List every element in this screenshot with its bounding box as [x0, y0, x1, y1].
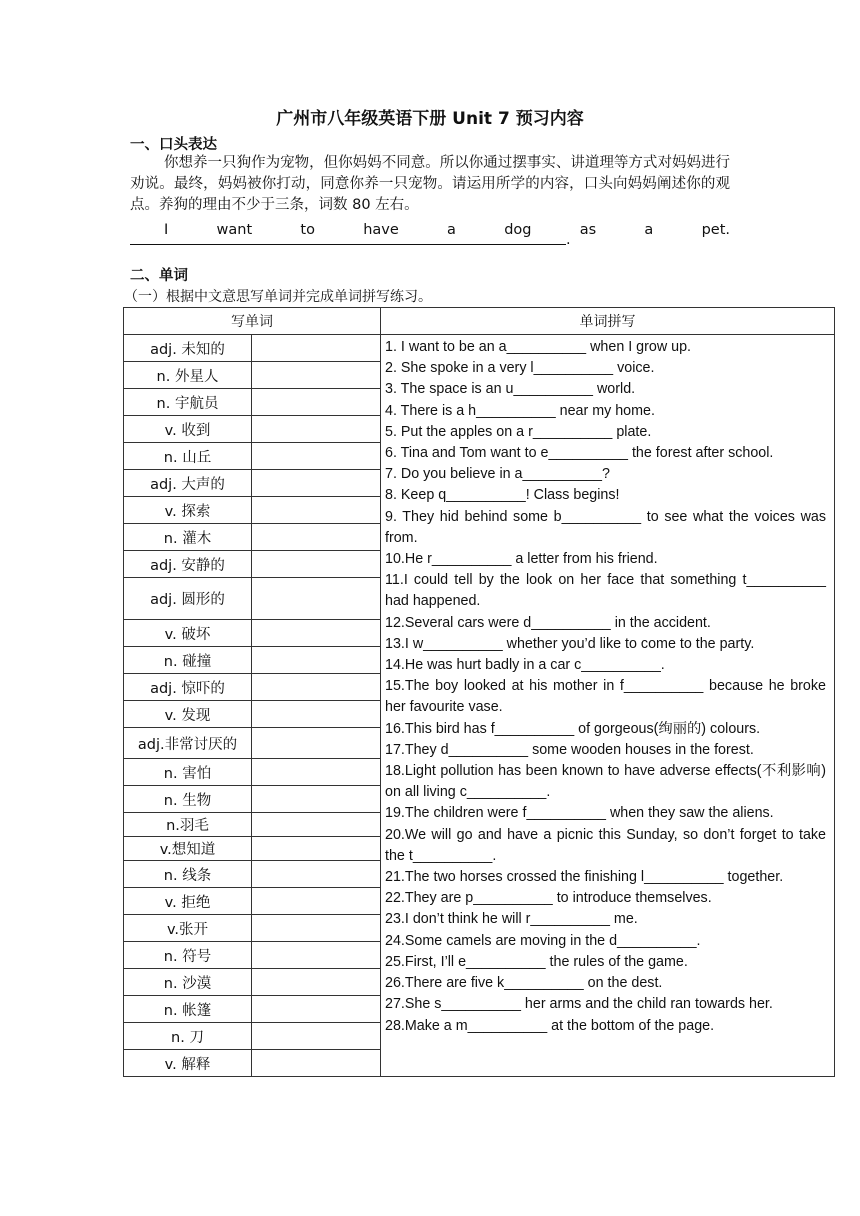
starter-word: I: [164, 222, 169, 238]
spelling-item: 12.Several cars were d__________ in the accident.: [385, 614, 711, 631]
write-word-cell[interactable]: [252, 759, 381, 786]
page-title: 广州市八年级英语下册 Unit 7 预习内容: [276, 109, 584, 129]
write-word-cell[interactable]: [252, 647, 381, 674]
spelling-item: 27.She s__________ her arms and the child ran towards her.: [385, 996, 773, 1013]
chinese-meaning: v. 破坏: [124, 620, 252, 647]
chinese-meaning: v.张开: [124, 915, 252, 942]
write-word-cell[interactable]: [252, 701, 381, 728]
spelling-item: 9. They hid behind some b__________ to see what the voices was from.: [385, 508, 826, 546]
spelling-item: 15.The boy looked at his mother in f__________ because he broke her favourite vase.: [385, 678, 826, 716]
spelling-item: 2. She spoke in a very l__________ voice.: [385, 360, 655, 377]
spelling-item: 11.I could tell by the look on her face that something t__________ had happened.: [385, 572, 826, 610]
spelling-item: 24.Some camels are moving in the d__________.: [385, 932, 701, 949]
spelling-item: 10.He r__________ a letter from his friend.: [385, 551, 658, 568]
chinese-meaning: n. 帐篷: [124, 996, 252, 1023]
chinese-meaning: n. 害怕: [124, 759, 252, 786]
column-header-spell: 单词拼写: [381, 308, 835, 335]
write-word-cell[interactable]: [252, 335, 381, 362]
chinese-meaning: n. 沙漠: [124, 969, 252, 996]
chinese-meaning: v. 收到: [124, 416, 252, 443]
chinese-meaning: v. 解释: [124, 1050, 252, 1077]
spelling-item: 20.We will go and have a picnic this Sunday, so don’t forget to take the t__________.: [385, 826, 826, 864]
chinese-meaning: adj. 安静的: [124, 551, 252, 578]
starter-word: a: [447, 222, 456, 238]
write-word-cell[interactable]: [252, 915, 381, 942]
chinese-meaning: adj. 大声的: [124, 470, 252, 497]
write-word-cell[interactable]: [252, 942, 381, 969]
starter-word: a: [644, 222, 654, 238]
starter-word: as: [579, 222, 597, 238]
spelling-item: 14.He was hurt badly in a car c__________.: [385, 657, 665, 674]
starter-word: have: [363, 222, 399, 238]
chinese-meaning: adj. 未知的: [124, 335, 252, 362]
chinese-meaning: n. 外星人: [124, 362, 252, 389]
spelling-item: 19.The children were f__________ when they saw the aliens.: [385, 805, 774, 822]
chinese-meaning: n. 碰撞: [124, 647, 252, 674]
write-word-cell[interactable]: [252, 1050, 381, 1077]
chinese-meaning: adj. 圆形的: [124, 578, 252, 620]
spelling-item: 6. Tina and Tom want to e__________ the forest after school.: [385, 445, 774, 462]
column-header-write: 写单词: [124, 308, 381, 335]
chinese-meaning: n. 生物: [124, 786, 252, 813]
write-word-cell[interactable]: [252, 813, 381, 837]
spelling-item: 17.They d__________ some wooden houses in the forest.: [385, 741, 754, 758]
spelling-item: 28.Make a m__________ at the bottom of the page.: [385, 1017, 715, 1034]
chinese-meaning: n. 宇航员: [124, 389, 252, 416]
spelling-item: 4. There is a h__________ near my home.: [385, 402, 655, 419]
speaking-instructions: [130, 153, 730, 216]
starter-word: pet.: [701, 222, 730, 238]
chinese-meaning: v. 探索: [124, 497, 252, 524]
chinese-meaning: n. 线条: [124, 861, 252, 888]
chinese-meaning: n.羽毛: [124, 813, 252, 837]
write-word-cell[interactable]: [252, 888, 381, 915]
write-word-cell[interactable]: [252, 837, 381, 861]
spelling-item: 23.I don’t think he will r__________ me.: [385, 911, 638, 928]
write-word-cell[interactable]: [252, 524, 381, 551]
write-word-cell[interactable]: [252, 578, 381, 620]
starter-sentence: [130, 222, 730, 238]
spelling-item: 16.This bird has f__________ of gorgeous(绚丽的) colours.: [385, 720, 761, 737]
write-word-cell[interactable]: [252, 969, 381, 996]
spelling-item: 22.They are p__________ to introduce themselves.: [385, 890, 712, 907]
write-word-cell[interactable]: [252, 470, 381, 497]
chinese-meaning: n. 符号: [124, 942, 252, 969]
spelling-item: 18.Light pollution has been known to have adverse effects(不利影响) on all living c__________.: [385, 763, 826, 801]
write-word-cell[interactable]: [252, 620, 381, 647]
blank-line-period: .: [566, 232, 571, 248]
spelling-item: 21.The two horses crossed the finishing l__________ together.: [385, 869, 784, 886]
spelling-item: 1. I want to be an a__________ when I grow up.: [385, 339, 692, 355]
section-heading-speaking: 一、口头表达: [130, 137, 217, 153]
chinese-meaning: v.想知道: [124, 837, 252, 861]
write-word-cell[interactable]: [252, 674, 381, 701]
write-word-cell[interactable]: [252, 1023, 381, 1050]
spelling-item: 5. Put the apples on a r__________ plate.: [385, 423, 652, 440]
spelling-item: 3. The space is an u__________ world.: [385, 381, 636, 398]
spelling-item: 7. Do you believe in a__________?: [385, 466, 610, 483]
starter-word: dog: [504, 222, 532, 238]
write-word-cell[interactable]: [252, 362, 381, 389]
spelling-item: 13.I w__________ whether you’d like to come to the party.: [385, 635, 755, 652]
write-word-cell[interactable]: [252, 416, 381, 443]
write-word-cell[interactable]: [252, 497, 381, 524]
word-table: [123, 307, 835, 1077]
spelling-item: 8. Keep q__________! Class begins!: [385, 487, 620, 504]
write-word-cell[interactable]: [252, 551, 381, 578]
answer-blank-line[interactable]: [130, 244, 566, 245]
chinese-meaning: v. 拒绝: [124, 888, 252, 915]
write-word-cell[interactable]: [252, 786, 381, 813]
starter-word: to: [300, 222, 315, 238]
starter-word: want: [216, 222, 253, 238]
write-word-cell[interactable]: [252, 996, 381, 1023]
table-row: [124, 335, 835, 362]
chinese-meaning: adj.非常讨厌的: [124, 728, 252, 759]
spelling-item: 25.First, I’ll e__________ the rules of the game.: [385, 953, 688, 970]
write-word-cell[interactable]: [252, 389, 381, 416]
section-heading-words: 二、单词: [130, 268, 188, 284]
words-instructions: （一）根据中文意思写单词并完成单词拼写练习。: [124, 289, 432, 305]
chinese-meaning: n. 灌木: [124, 524, 252, 551]
chinese-meaning: v. 发现: [124, 701, 252, 728]
write-word-cell[interactable]: [252, 728, 381, 759]
chinese-meaning: n. 山丘: [124, 443, 252, 470]
spelling-item: 26.There are five k__________ on the dest.: [385, 975, 663, 992]
chinese-meaning: adj. 惊吓的: [124, 674, 252, 701]
write-word-cell[interactable]: [252, 443, 381, 470]
spelling-exercises: [381, 335, 835, 1077]
write-word-cell[interactable]: [252, 861, 381, 888]
speaking-text: 你想养一只狗作为宠物，但你妈妈不同意。所以你通过摆事实、讲道理等方式对妈妈进行劝说。最终，妈妈被你打动，同意你养一只宠物。请运用所学的内容，口头向妈妈阐述你的观点。养狗的理由不少于三条，词数 80 左右。: [130, 155, 730, 213]
chinese-meaning: n. 刀: [124, 1023, 252, 1050]
